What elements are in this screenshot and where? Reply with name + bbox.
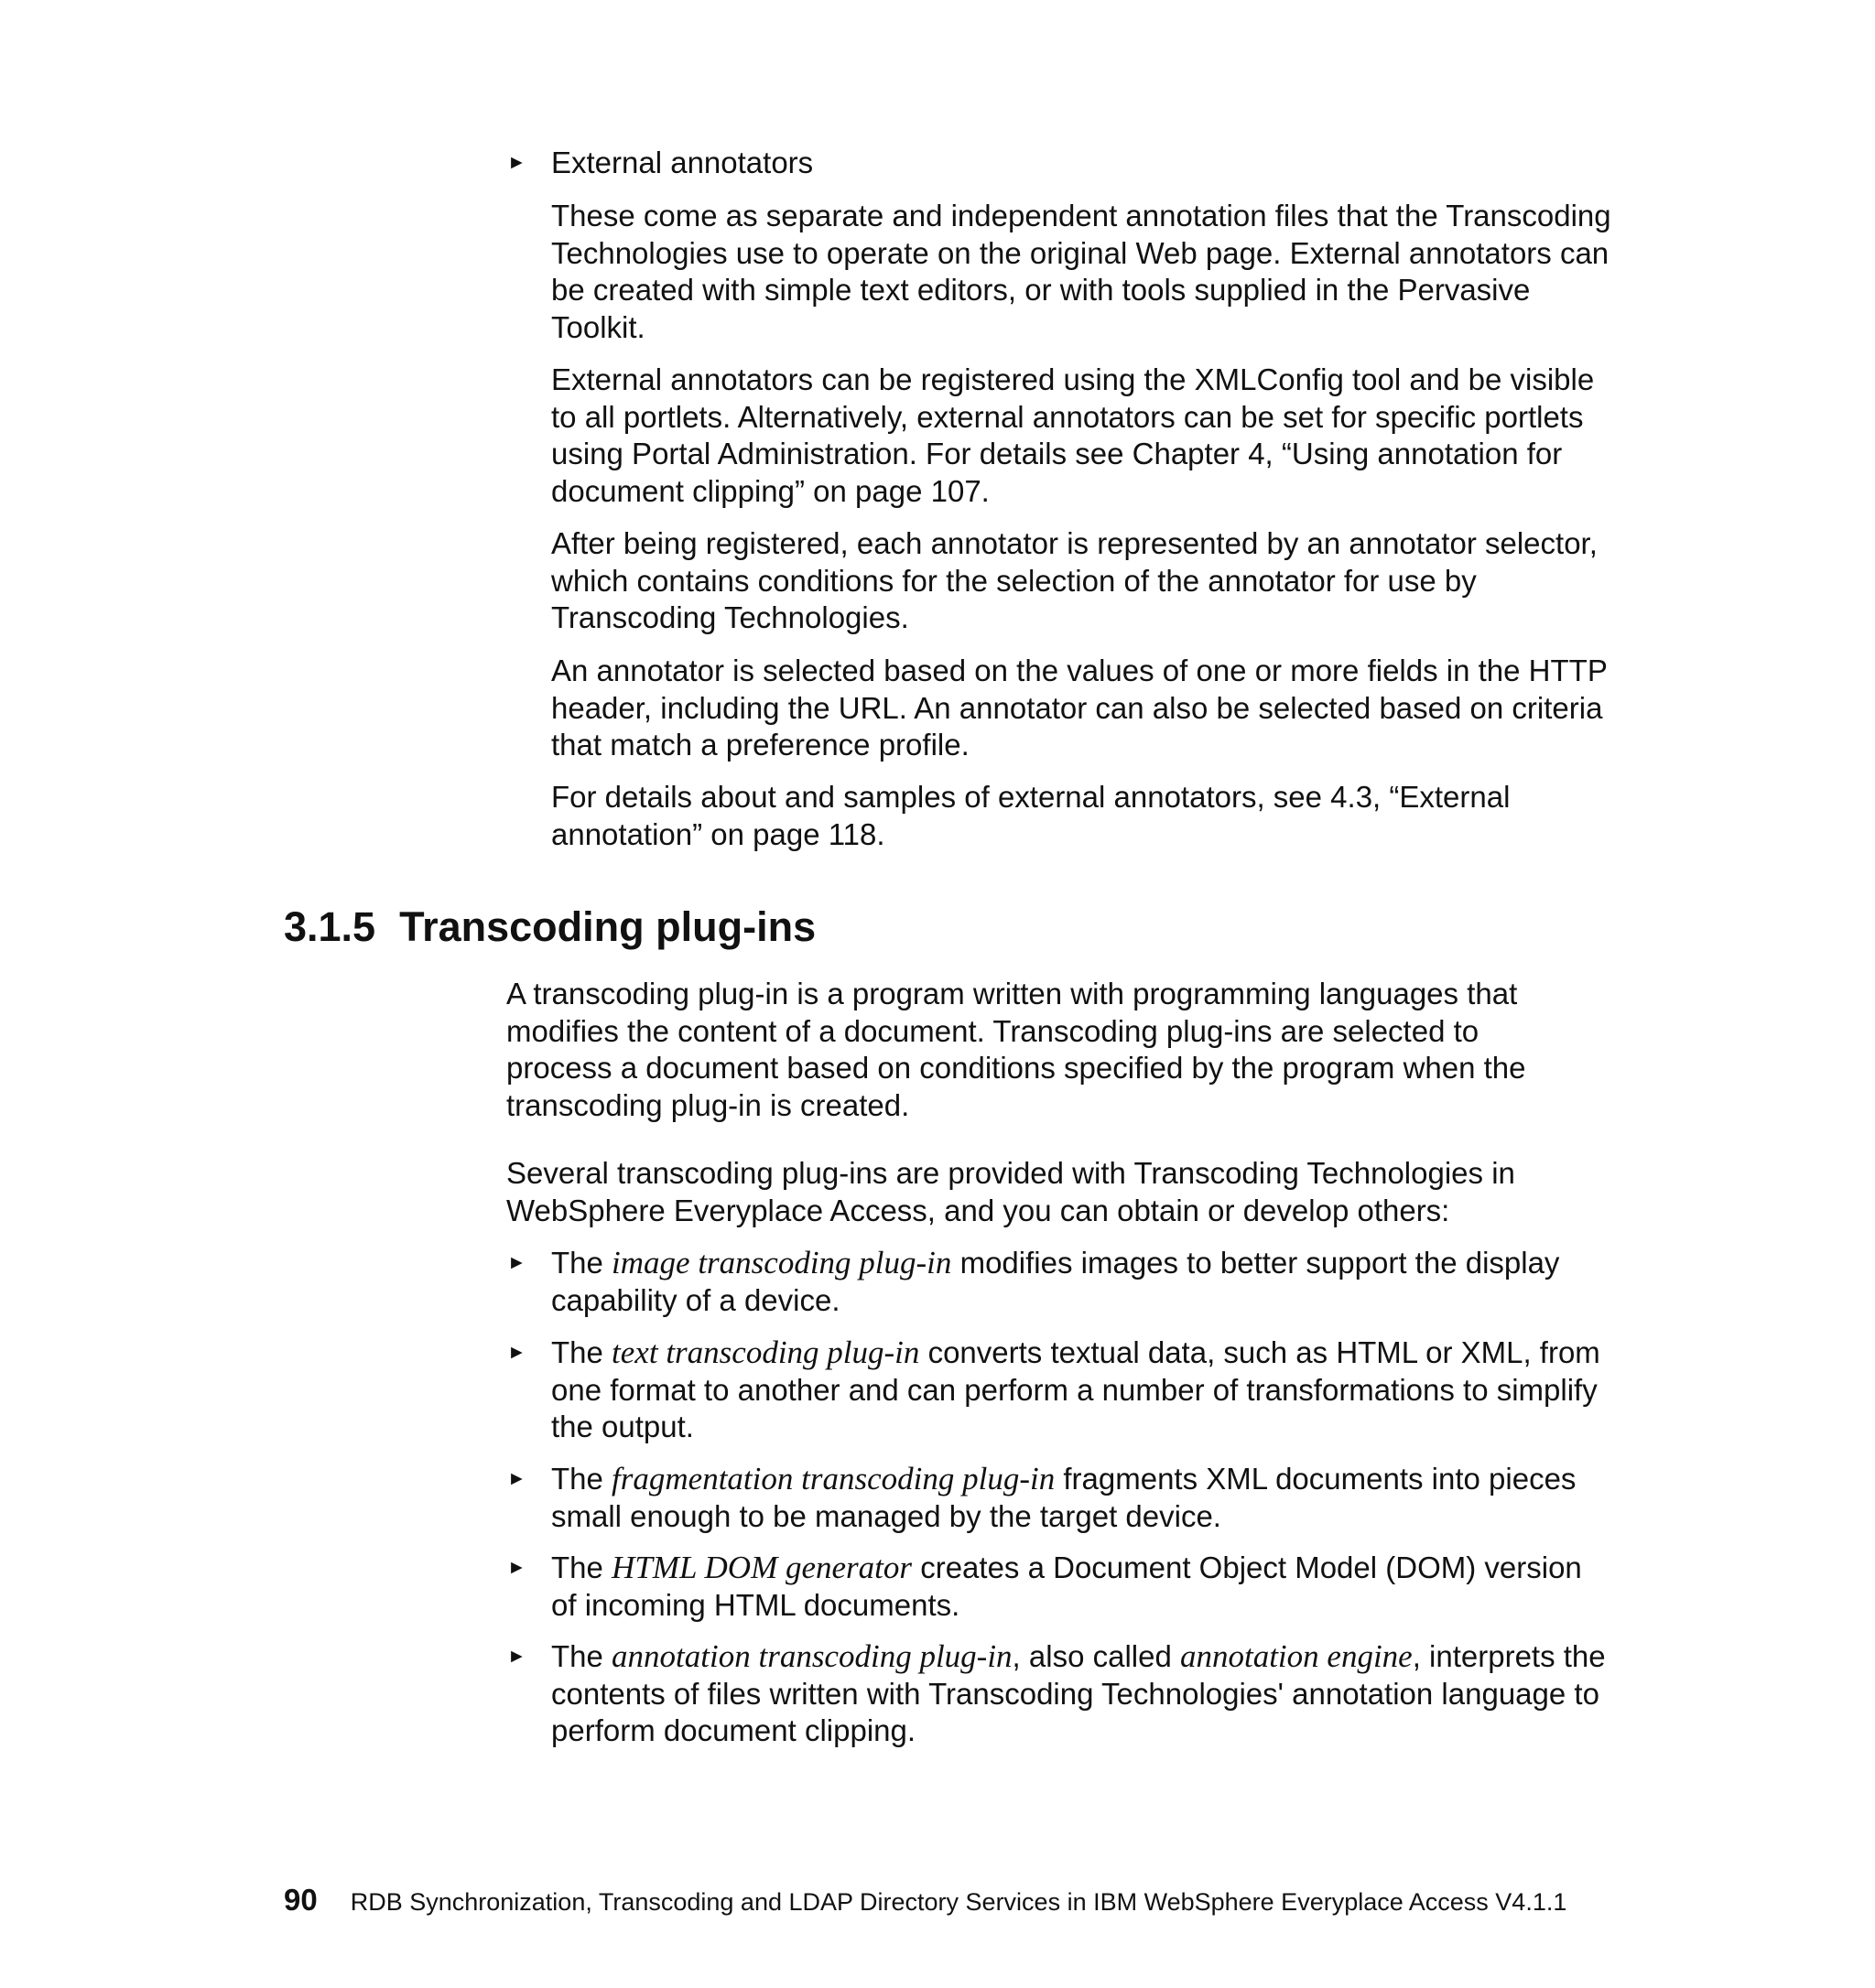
term-image-plugin: image transcoding plug-in <box>612 1245 952 1280</box>
bullet-text: modifies images to better support the display capability of a device. <box>551 1246 1560 1317</box>
bullet-prefix: The <box>551 1639 612 1673</box>
term-fragmentation-plugin: fragmentation transcoding plug-in <box>612 1461 1056 1496</box>
paragraph-intro-1: A transcoding plug-in is a program written with programming languages that modifies the content of a document. Transcoding plug-ins are selected to process a document based on conditions specified by the program when the transcoding plug-in is created. <box>506 977 1526 1122</box>
bullet-text: , interprets the contents of files written with Transcoding Technologies' annotation language to perform document clipping. <box>551 1639 1606 1747</box>
bullet-marker-icon: ► <box>507 1468 526 1489</box>
bullet-prefix: The <box>551 1462 612 1496</box>
paragraph-intro-2: Several transcoding plug-ins are provided with Transcoding Technologies in WebSphere Everyplace Access, and you can obtain or develop others: <box>506 1156 1515 1227</box>
bullet-prefix: The <box>551 1246 612 1280</box>
bullet-text: converts textual data, such as HTML or XML, from one format to another and can perform a number of transformations to simplify the output. <box>551 1335 1600 1443</box>
bullet-text: creates a Document Object Model (DOM) version of incoming HTML documents. <box>551 1550 1582 1622</box>
bullet-marker-icon: ► <box>507 1557 526 1578</box>
bullet-external-annotators: External annotators <box>551 146 814 179</box>
bullet-marker-icon: ► <box>507 1646 526 1667</box>
section-number: 3.1.5 <box>284 903 376 950</box>
term-html-dom-generator: HTML DOM generator <box>612 1550 913 1585</box>
term-annotation-plugin: annotation transcoding plug-in <box>612 1638 1013 1674</box>
paragraph-external-annotators-5: For details about and samples of external annotators, see 4.3, “External annotation” on page 118. <box>551 780 1511 851</box>
paragraph-external-annotators-2: External annotators can be registered using the XMLConfig tool and be visible to all portlets. Alternatively, external annotators can be set for specific portlets using Portal Administration. For details see Chapter 4, “Using annotation for document clipping” on page 107. <box>551 362 1595 508</box>
section-heading <box>284 902 816 953</box>
bullet-prefix: The <box>551 1550 612 1584</box>
term-text-plugin: text transcoding plug-in <box>612 1334 920 1370</box>
section-title: Transcoding plug-ins <box>399 903 817 950</box>
bullet-prefix: The <box>551 1335 612 1369</box>
bullet-text: , also called <box>1012 1639 1180 1673</box>
bullet-html-dom-generator <box>551 1550 1613 1624</box>
bullet-marker-icon: ► <box>507 1342 526 1363</box>
bullet-text-plugin <box>551 1334 1613 1446</box>
bullet-text: fragments XML documents into pieces small enough to be managed by the target device. <box>551 1462 1577 1533</box>
paragraph-external-annotators-3: After being registered, each annotator is represented by an annotator selector, which contains conditions for the selection of the annotator for use by Transcoding Technologies. <box>551 526 1598 634</box>
book-title: RDB Synchronization, Transcoding and LDAP Directory Services in IBM WebSphere Everyplace Access V4.1.1 <box>350 1888 1567 1916</box>
paragraph-external-annotators-4: An annotator is selected based on the values of one or more fields in the HTTP header, including the URL. An annotator can also be selected based on criteria that match a preference profile. <box>551 654 1608 762</box>
bullet-marker-icon: ► <box>507 1252 526 1273</box>
bullet-fragmentation-plugin <box>551 1461 1613 1535</box>
paragraph-external-annotators-1: These come as separate and independent annotation files that the Transcoding Technologies use to operate on the original Web page. External annotators can be created with simple text editors, or with tools supplied in the Pervasive Toolkit. <box>551 199 1611 344</box>
page-footer <box>284 1882 1566 1925</box>
bullet-marker-icon: ► <box>507 152 526 173</box>
term-annotation-engine: annotation engine <box>1179 1638 1413 1674</box>
bullet-annotation-plugin <box>551 1638 1613 1750</box>
page-number: 90 <box>284 1883 318 1917</box>
bullet-image-plugin <box>551 1245 1613 1319</box>
